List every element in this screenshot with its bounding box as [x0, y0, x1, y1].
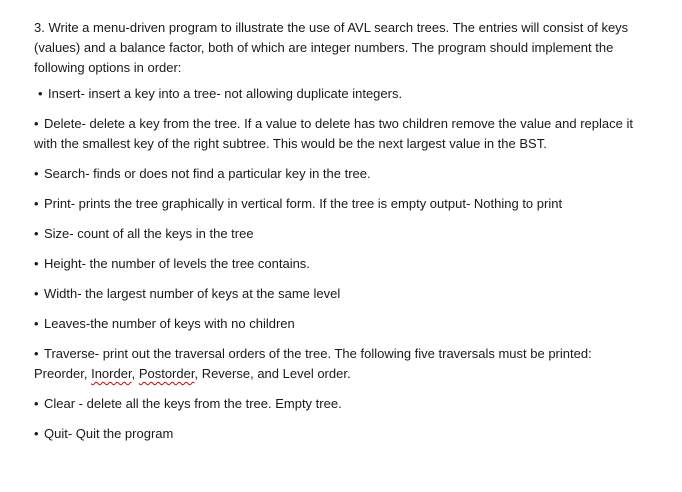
list-item-width — [34, 284, 654, 304]
document-body — [34, 18, 654, 454]
list-item-text: Width- the largest number of keys at the same level — [44, 286, 341, 301]
bullet-icon: • — [34, 426, 39, 441]
list-item-print — [34, 194, 654, 214]
list-item-leaves — [34, 314, 654, 334]
list-item-height — [34, 254, 654, 274]
bullet-icon: • — [38, 86, 43, 101]
list-item-clear — [34, 394, 654, 414]
list-item-traverse — [34, 344, 654, 384]
list-item-text: , Reverse, and Level order. — [194, 366, 351, 381]
list-item-size — [34, 224, 654, 244]
spellcheck-word-inorder: Inorder — [91, 366, 132, 381]
list-item-quit — [34, 424, 654, 444]
list-item-text: Preorder, — [34, 366, 92, 381]
list-item-text: Size- count of all the keys in the tree — [44, 226, 254, 241]
bullet-icon: • — [34, 256, 39, 271]
bullet-icon: • — [34, 396, 39, 411]
bullet-icon: • — [34, 116, 39, 131]
bullet-icon: • — [34, 196, 39, 211]
bullet-icon: • — [34, 286, 39, 301]
spellcheck-word-postorder: Postorder — [138, 366, 195, 381]
bullet-icon: • — [34, 226, 39, 241]
list-item-search — [34, 164, 654, 184]
list-item-text: Height- the number of levels the tree contains. — [44, 256, 310, 271]
list-item-text: Clear - delete all the keys from the tree. Empty tree. — [44, 396, 342, 411]
list-item-insert — [34, 84, 654, 104]
list-item-text: , — [131, 366, 139, 381]
list-item-text: Delete- delete a key from the tree. If a value to delete has two children remove the value and replace it with the smallest key of the right subtree. This would be the next largest value in the BST. — [34, 116, 633, 151]
list-item-text: Print- prints the tree graphically in vertical form. If the tree is empty output- Nothing to print — [44, 196, 563, 211]
intro-paragraph: 3. Write a menu-driven program to illustrate the use of AVL search trees. The entries will consist of keys (values) and a balance factor, both of which are integer numbers. The program should implement the following options in order: — [34, 20, 629, 75]
list-item-text: Traverse- print out the traversal orders of the tree. The following five traversals must be printed: — [44, 346, 592, 361]
list-item-text: Insert- insert a key into a tree- not allowing duplicate integers. — [48, 86, 403, 101]
list-item-text: Search- finds or does not find a particular key in the tree. — [44, 166, 371, 181]
bullet-icon: • — [34, 166, 39, 181]
bullet-icon: • — [34, 346, 39, 361]
list-item-text: Quit- Quit the program — [44, 426, 174, 441]
list-item-delete — [34, 114, 654, 154]
bullet-icon: • — [34, 316, 39, 331]
list-item-text: Leaves-the number of keys with no children — [44, 316, 295, 331]
